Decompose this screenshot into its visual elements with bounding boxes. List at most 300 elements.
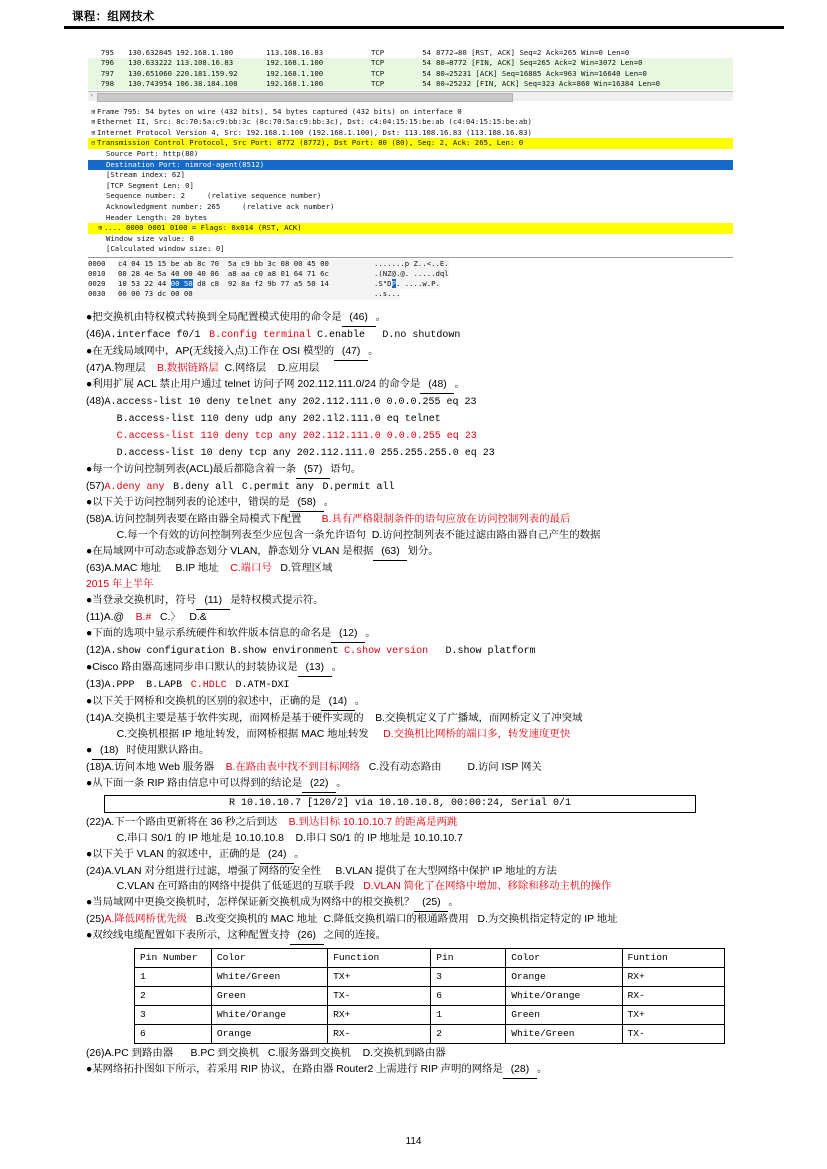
packet-row[interactable] — [88, 79, 733, 89]
question-number: (57) — [86, 480, 105, 492]
question-number: (14) — [86, 712, 105, 724]
question-number: (12) — [86, 645, 105, 657]
packet-cell-no: 796 — [100, 58, 114, 68]
option-c[interactable]: C.没有动态路由 — [368, 761, 442, 773]
option-d[interactable]: D.no shutdown — [382, 329, 461, 341]
spacer — [108, 530, 117, 541]
option-d[interactable]: D.为交换机指定特定的 IP 地址 — [477, 914, 618, 926]
option-d[interactable]: D.访问控制列表不能过滤由路由器自己产生的数据 — [371, 530, 601, 542]
spacer — [428, 645, 445, 656]
option-c[interactable]: C.服务器到交换机 — [267, 1048, 352, 1060]
question-stem-q22 — [86, 776, 798, 793]
column-header: Color — [211, 949, 327, 968]
option-c[interactable]: C.show version — [344, 646, 429, 658]
table-cell: RX- — [328, 1025, 431, 1044]
option-d[interactable]: D.访问 ISP 网关 — [467, 761, 542, 773]
question-number: (18) — [86, 761, 105, 773]
option-line — [86, 711, 798, 727]
table-row — [135, 1025, 725, 1044]
packet-cell-src: 220.181.159.92 — [176, 68, 238, 78]
stem-suffix: 。 — [354, 695, 366, 707]
question-body — [86, 310, 798, 1079]
option-a[interactable]: A.MAC 地址 — [104, 563, 162, 575]
stem-text: ●双绞线电缆配置如下表所示，这种配置支持 — [86, 930, 290, 942]
answer-blank: (26) — [290, 928, 324, 945]
option-a[interactable]: A.降低网桥优先级 — [104, 914, 188, 926]
spacer — [108, 881, 117, 892]
option-a[interactable]: A.PC 到路由器 — [104, 1048, 174, 1060]
question-number: (26) — [86, 1048, 105, 1060]
packet-cell-dst: 192.168.1.100 — [266, 79, 324, 89]
rip-route-box: R 10.10.10.7 [120/2] via 10.10.10.8, 00:00:24, Serial 0/1 — [104, 795, 696, 813]
option-b[interactable]: B.数据链路层 — [157, 362, 219, 374]
hex-ascii: .S"DP. ....w.P. — [364, 279, 440, 289]
option-b[interactable]: B.IP 地址 — [175, 563, 219, 575]
answer-blank: (47) — [334, 344, 368, 361]
stem-text: ●下面的选项中显示系统硬件和软件版本信息的命名是 — [86, 628, 332, 640]
option-d[interactable]: D.VLAN 简化了在网络中增加、移除和移动主机的操作 — [363, 881, 612, 893]
option-b[interactable]: B.交换机定义了广播域，而网桥定义了冲突域 — [375, 712, 583, 724]
table-header-row — [135, 949, 725, 968]
option-a[interactable]: A.交换机主要是基于软件实现，而网桥是基于硬件实现的 — [104, 712, 364, 724]
spacer — [365, 329, 382, 340]
option-c[interactable]: C.〉 — [159, 612, 181, 624]
packet-cell-len: 54 — [422, 48, 431, 57]
table-cell: RX+ — [622, 968, 725, 987]
hex-row[interactable] — [88, 279, 733, 289]
stem-text: ●以下关于网桥和交换机的区别的叙述中，正确的是 — [86, 695, 321, 707]
option-c[interactable]: C.端口号 — [230, 563, 272, 575]
stem-suffix: 。 — [454, 378, 465, 390]
spacer — [108, 729, 117, 740]
option-a[interactable]: A.@ — [103, 612, 125, 624]
option-c[interactable]: C.串口 S0/1 的 IP 地址是 10.10.10.8 — [116, 832, 284, 844]
answer-blank: (11) — [196, 593, 230, 610]
spacer — [355, 881, 364, 892]
table-cell: Green — [211, 987, 327, 1006]
question-stem-q18 — [86, 743, 798, 760]
hex-row[interactable] — [88, 259, 733, 269]
option-a[interactable]: A.deny any — [104, 481, 165, 493]
option-b[interactable]: B.access-list 110 deny udp any 202.1l2.111.0 eq telnet — [116, 413, 441, 425]
packet-cell-info: 80→25231 [ACK] Seq=16885 Ack=963 Win=16640 Len=0 — [436, 68, 647, 78]
stem-suffix: 。 — [336, 777, 347, 789]
question-stem-q47 — [86, 344, 798, 361]
table-cell: 6 — [135, 1025, 212, 1044]
packet-cell-no: 795 — [100, 48, 114, 57]
option-b[interactable]: B.改变交换机的 MAC 地址 — [195, 914, 318, 926]
table-cell: TX+ — [622, 1006, 725, 1025]
tcp-stream-index[interactable]: [Stream index: 62] — [106, 170, 186, 180]
hex-selected-ascii: P — [391, 279, 396, 289]
hex-offset: 0000 — [88, 258, 106, 268]
option-a[interactable]: A.访问本地 Web 服务器 — [104, 761, 214, 773]
option-d[interactable]: D.串口 S0/1 的 IP 地址是 10.10.10.7 — [295, 832, 463, 844]
option-b[interactable]: B.PC 到交换机 — [190, 1048, 260, 1060]
tcp-source-port[interactable]: Source Port: http(80) — [106, 148, 199, 158]
answer-blank: (57) — [296, 462, 330, 479]
question-stem-q13 — [86, 660, 798, 677]
hex-row[interactable] — [88, 289, 733, 299]
question-number: (47) — [86, 362, 105, 374]
option-line — [86, 428, 798, 445]
spacer — [277, 817, 289, 828]
expand-icon[interactable]: ⊞ — [91, 118, 96, 127]
packet-cell-src: 192.168.1.100 — [176, 48, 234, 57]
option-c[interactable]: C.VLAN 在可路由的网络中提供了低延迟的互联手段 — [116, 881, 355, 893]
spacer — [214, 762, 226, 773]
table-cell: White/Green — [211, 968, 327, 987]
table-cell: 1 — [135, 968, 212, 987]
spacer — [201, 329, 210, 340]
question-stem-q46 — [86, 310, 798, 327]
hex-offset: 0030 — [88, 289, 106, 299]
spacer — [108, 833, 117, 844]
horizontal-scrollbar[interactable] — [88, 91, 733, 101]
packet-cell-no: 798 — [100, 79, 114, 89]
question-stem-q14 — [86, 694, 798, 711]
tcp-destination-port[interactable]: Destination Port: nimrod-agent(8512) — [88, 160, 733, 171]
year-marker: 2015 年上半年 — [86, 579, 154, 591]
tree-row-ethernet[interactable]: ⊞ Ethernet II, Src: 8c:70:5a:c9:bb:3c (8c:70:5a:c9:bb:3c), Dst: c4:04:15:15:be:ab (c4:04:15:15:be:ab) — [91, 117, 532, 127]
stem-text: ●Cisco 路由器高速同步串口默认的封装协议是 — [86, 662, 298, 674]
tcp-flags[interactable]: ⊞ .... 0000 0001 0100 = Flags: 0x014 (RST, ACK) — [88, 223, 733, 234]
question-number: (13) — [86, 678, 105, 690]
table-row — [135, 1006, 725, 1025]
spacer — [219, 563, 231, 574]
packet-row[interactable] — [88, 48, 733, 58]
spacer — [161, 563, 175, 574]
option-line — [86, 760, 798, 776]
packet-detail-tree — [88, 107, 733, 255]
stem-text: ●在局域网中可动态或静态划分 VLAN，静态划分 VLAN 是根据 — [86, 546, 374, 558]
tree-row-tcp[interactable]: ⊟ Transmission Control Protocol, Src Port: 8772 (8772), Dst Port: 80 (80), Seq: 2, Ack: 265, Len: 0 — [88, 138, 733, 149]
option-a[interactable]: A.PPP — [104, 679, 135, 691]
stem-suffix: 。 — [365, 628, 376, 640]
spacer — [108, 447, 117, 458]
option-b[interactable]: B.show environment — [230, 646, 339, 658]
packet-cell-src: 113.108.16.83 — [176, 58, 234, 68]
table-cell: TX+ — [328, 968, 431, 987]
table-cell: 2 — [431, 1025, 506, 1044]
option-line — [86, 677, 798, 694]
option-a[interactable]: A.VLAN 对分组进行过滤，增强了网络的安全性 — [104, 865, 321, 877]
expand-icon[interactable]: ⊞ — [91, 107, 96, 116]
option-line — [86, 643, 798, 660]
question-stem-q28 — [86, 1062, 798, 1079]
stem-text: ●当登录交换机时，符号 — [86, 595, 197, 607]
option-line — [86, 727, 798, 743]
question-number: (48) — [86, 395, 105, 407]
option-d[interactable]: D.& — [189, 612, 207, 624]
question-number: (24) — [86, 865, 105, 877]
option-line — [86, 411, 798, 428]
tcp-ack-number[interactable]: Acknowledgment number: 265 (relative ack number) — [106, 201, 335, 211]
scrollbar-thumb[interactable] — [97, 93, 513, 102]
answer-blank: (18) — [92, 743, 126, 760]
expand-icon[interactable]: ⊞ — [98, 224, 103, 233]
option-b[interactable]: B.在路由表中找不到目标网络 — [225, 761, 361, 773]
hex-dump-pane — [88, 259, 733, 300]
spacer — [165, 481, 174, 492]
spacer — [266, 363, 278, 374]
option-line — [86, 479, 798, 496]
hex-pane-divider — [88, 257, 733, 258]
stem-suffix: 之间的连接。 — [323, 930, 387, 942]
question-stem-q63 — [86, 544, 798, 561]
table-cell: Orange — [506, 968, 622, 987]
hex-row[interactable] — [88, 269, 733, 279]
stem-suffix: 时使用默认路由。 — [126, 744, 210, 756]
spacer — [108, 413, 117, 424]
wireshark-screenshot — [88, 48, 733, 300]
spacer — [360, 762, 369, 773]
option-a[interactable]: A.下一个路由更新将在 36 秒之后到达 — [104, 816, 278, 828]
stem-text: ●某网络拓扑图如下所示，若采用 RIP 协议，在路由器 Router2 上需进行 RIP 声明的网络是 — [86, 1063, 503, 1075]
packet-cell-proto: TCP — [371, 48, 385, 57]
hex-offset: 0010 — [88, 269, 106, 279]
stem-text: ●从下面一条 RIP 路由信息中可以得到的结论是 — [86, 777, 303, 789]
table-cell: TX- — [622, 1025, 725, 1044]
question-stem-q48 — [86, 377, 798, 394]
spacer — [124, 612, 136, 623]
question-number: (11) — [86, 612, 104, 624]
option-line — [86, 1046, 798, 1062]
page-number: 114 — [405, 1136, 422, 1147]
question-stem-q26 — [86, 928, 798, 945]
spacer — [314, 481, 323, 492]
packet-cell-proto: TCP — [371, 58, 385, 68]
option-line — [86, 831, 798, 847]
answer-blank: (46) — [342, 310, 376, 327]
hex-offset: 0020 — [88, 279, 106, 289]
option-b[interactable]: B.# — [135, 612, 152, 624]
stem-suffix: 划分。 — [407, 546, 439, 558]
spacer — [173, 1048, 190, 1059]
spacer — [321, 866, 335, 877]
answer-blank: (58) — [290, 495, 324, 512]
hex-bytes: c4 04 15 15 be ab 8c 70 5a c9 bb 3c 08 00 45 00 — [118, 259, 364, 269]
spacer — [182, 679, 191, 690]
answer-blank: (12) — [331, 626, 365, 643]
option-line — [86, 912, 798, 928]
option-a[interactable]: A.interface f0/1 — [104, 329, 201, 341]
option-d[interactable]: D.show platform — [445, 646, 536, 658]
packet-cell-time: 130.651060 — [128, 68, 172, 78]
packet-cell-dst: 113.108.16.83 — [266, 48, 324, 57]
pin-configuration-table — [134, 948, 725, 1044]
packet-cell-proto: TCP — [371, 68, 385, 78]
option-b[interactable]: B.具有严格限制条件的语句应放在访问控制列表的最后 — [321, 514, 571, 526]
option-b[interactable]: B.deny all — [173, 481, 234, 493]
option-a[interactable]: A.show configuration — [104, 646, 225, 658]
option-b[interactable]: B.到达目标 10.10.10.7 的距离是两跳 — [288, 816, 458, 828]
option-a[interactable]: A.访问控制列表要在路由器全局模式下配置 — [104, 514, 302, 526]
option-line — [86, 864, 798, 880]
answer-blank: (24) — [260, 847, 294, 864]
hex-bytes: 00 28 4e 5a 40 00 40 06 a8 aa c0 a8 01 64 71 6c — [118, 269, 364, 279]
packet-list — [88, 48, 733, 90]
tcp-window-size-value[interactable]: Window size value: 0 — [106, 233, 194, 243]
column-header: Pin Number — [135, 949, 212, 968]
stem-suffix: 。 — [448, 897, 459, 909]
packet-cell-dst: 192.168.1.100 — [266, 58, 324, 68]
table-cell: White/Orange — [211, 1006, 327, 1025]
tcp-header-length[interactable]: Header Length: 20 bytes — [106, 212, 208, 222]
table-cell: 3 — [431, 968, 506, 987]
stem-suffix: 语句。 — [330, 463, 362, 475]
answer-blank: (13) — [298, 660, 332, 677]
stem-text: ● — [86, 744, 93, 756]
option-d[interactable]: D.应用层 — [277, 362, 320, 374]
spacer — [108, 430, 117, 441]
stem-suffix: 。 — [331, 662, 343, 674]
spacer — [351, 1048, 363, 1059]
hex-bytes: 00 00 73 dc 00 00 — [118, 289, 364, 299]
stem-text: ●利用扩展 ACL 禁止用户通过 telnet 访问子网 202.112.111.0/24 的命令是 — [86, 378, 421, 390]
option-line — [86, 879, 798, 895]
option-b[interactable]: B.VLAN 提供了在大型网络中保护 IP 地址的方法 — [335, 865, 557, 877]
tree-row-frame[interactable]: ⊞ Frame 795: 54 bytes on wire (432 bits), 54 bytes captured (432 bits) on interface 0 — [91, 106, 462, 116]
question-stem-q25 — [86, 895, 798, 912]
answer-blank: (22) — [302, 776, 336, 793]
option-a[interactable]: A.物理层 — [104, 362, 146, 374]
option-c[interactable]: C.每一个有效的访问控制列表至少应包含一条允许语句 — [116, 530, 367, 542]
stem-suffix: 。 — [368, 345, 379, 357]
hex-ascii: .......p Z..<..E. — [364, 259, 449, 269]
packet-cell-len: 54 — [422, 68, 431, 78]
packet-row[interactable] — [88, 69, 733, 79]
spacer — [187, 914, 196, 925]
question-stem-q57 — [86, 462, 798, 479]
column-header: Function — [328, 949, 431, 968]
option-line — [86, 815, 798, 831]
question-number: (58) — [86, 514, 105, 526]
option-c[interactable]: C.enable — [316, 329, 365, 341]
option-d[interactable]: D.access-list 10 deny tcp any 202.112.111.0 255.255.255.0 eq 23 — [116, 447, 495, 459]
table-row — [135, 968, 725, 987]
collapse-icon[interactable]: ⊟ — [91, 139, 96, 148]
option-d[interactable]: D.交换机比网桥的端口多，转发速度更快 — [383, 728, 571, 740]
table-cell: RX- — [622, 987, 725, 1006]
hex-ascii: .(NZ@.@. .....dql — [364, 269, 449, 279]
tcp-sequence-number[interactable]: Sequence number: 2 (relative sequence number) — [106, 191, 322, 201]
spacer — [135, 679, 147, 690]
packet-cell-time: 130.743954 — [128, 79, 172, 89]
option-d[interactable]: D.交换机到路由器 — [362, 1048, 446, 1060]
question-stem-q24 — [86, 847, 798, 864]
question-stem-q58 — [86, 495, 798, 512]
option-d[interactable]: D.管理区域 — [280, 563, 333, 575]
option-d[interactable]: D.permit all — [322, 481, 395, 493]
packet-cell-info: 80→8772 [FIN, ACK] Seq=265 Ack=2 Win=3072 Len=0 — [436, 58, 643, 68]
packet-cell-len: 54 — [422, 79, 431, 89]
option-d[interactable]: D.ATM-DXI — [235, 679, 290, 691]
packet-cell-dst: 192.168.1.100 — [266, 68, 324, 78]
packet-cell-src: 106.38.184.108 — [176, 79, 238, 89]
table-cell: 1 — [431, 1006, 506, 1025]
spacer — [364, 713, 376, 724]
stem-text: ●以下关于访问控制列表的论述中，错误的是 — [86, 497, 290, 509]
hex-bytes: 10 53 22 44 00 50 d8 c8 92 8a f2 9b 77 a5 50 14 — [118, 279, 364, 289]
option-b[interactable]: B.LAPB — [146, 679, 183, 691]
packet-cell-proto: TCP — [371, 79, 385, 89]
option-line — [86, 445, 798, 462]
option-c[interactable]: C.网络层 — [224, 362, 267, 374]
stem-text: ●在无线局域网中，AP(无线接入点)工作在 OSI 模型的 — [86, 345, 335, 357]
answer-blank: (63) — [373, 544, 407, 561]
option-c[interactable]: C.交换机根据 IP 地址转发，而网桥根据 MAC 地址转发 — [116, 728, 369, 740]
answer-blank: (48) — [420, 377, 454, 394]
table-cell: White/Green — [506, 1025, 622, 1044]
table-cell: RX+ — [328, 1006, 431, 1025]
stem-suffix: 。 — [375, 312, 387, 323]
column-header: Pin — [431, 949, 506, 968]
table-cell: 6 — [431, 987, 506, 1006]
option-b[interactable]: B.config terminal — [209, 329, 312, 341]
stem-suffix: 。 — [323, 497, 335, 509]
option-c[interactable]: C.permit any — [241, 481, 314, 493]
question-stem-q11 — [86, 593, 798, 610]
packet-row[interactable] — [88, 58, 733, 68]
question-number: (25) — [86, 914, 105, 926]
option-line — [86, 610, 798, 626]
option-a[interactable]: A.access-list 10 deny telnet any 202.112.111.0 0.0.0.255 eq 23 — [104, 396, 477, 408]
spacer — [369, 729, 383, 740]
table-cell: 2 — [135, 987, 212, 1006]
stem-suffix: 是特权模式提示符。 — [230, 595, 324, 607]
stem-text: ●以下关于 VLAN 的叙述中，正确的是 — [86, 848, 261, 860]
option-line — [86, 361, 798, 377]
scroll-left-arrow[interactable]: ‹ — [90, 91, 94, 99]
option-line — [86, 512, 798, 528]
question-number: (22) — [86, 816, 105, 828]
hex-selected-bytes: 00 50 — [170, 279, 193, 289]
header-divider — [64, 26, 784, 29]
table-row — [135, 987, 725, 1006]
answer-blank: (28) — [503, 1062, 537, 1079]
option-c[interactable]: C.降低交换机端口的根通路费用 — [323, 914, 469, 926]
table-cell: 3 — [135, 1006, 212, 1025]
tree-row-ipv4[interactable]: ⊞ Internet Protocol Version 4, Src: 192.168.1.100 (192.168.1.100), Dst: 113.108.16.83 (113.108.16.83) — [91, 127, 532, 137]
spacer — [301, 514, 321, 525]
answer-blank: (14) — [321, 694, 355, 711]
spacer — [441, 762, 467, 773]
stem-text: ●每一个访问控制列表(ACL)最后都隐含着一条 — [86, 463, 297, 475]
packet-cell-len: 54 — [422, 58, 431, 68]
question-number: (46) — [86, 328, 105, 340]
option-c[interactable]: C.access-list 110 deny tcp any 202.112.111.0 0.0.0.255 eq 23 — [116, 430, 477, 442]
table-cell: TX- — [328, 987, 431, 1006]
option-c[interactable]: C.HDLC — [190, 679, 227, 691]
spacer — [284, 833, 296, 844]
answer-blank: (25) — [414, 895, 448, 912]
tcp-segment-len[interactable]: [TCP Segment Len: 0] — [106, 180, 194, 190]
expand-icon[interactable]: ⊞ — [91, 128, 96, 137]
table-cell: Orange — [211, 1025, 327, 1044]
question-stem-q12 — [86, 626, 798, 643]
question-number: (63) — [86, 563, 105, 575]
option-line — [86, 327, 798, 344]
packet-cell-info: 80→25232 [FIN, ACK] Seq=323 Ack=860 Win=16384 Len=0 — [436, 79, 661, 89]
spacer — [145, 363, 157, 374]
option-line — [86, 561, 798, 577]
table-cell: White/Orange — [506, 987, 622, 1006]
tcp-calculated-window-size[interactable]: [Calculated window size: 0] — [106, 244, 225, 254]
option-line — [86, 528, 798, 544]
course-header: 课程：组网技术 — [72, 11, 155, 23]
stem-text: ●当局域网中更换交换机时，怎样保证新交换机成为网络中的根交换机？ — [86, 897, 415, 909]
